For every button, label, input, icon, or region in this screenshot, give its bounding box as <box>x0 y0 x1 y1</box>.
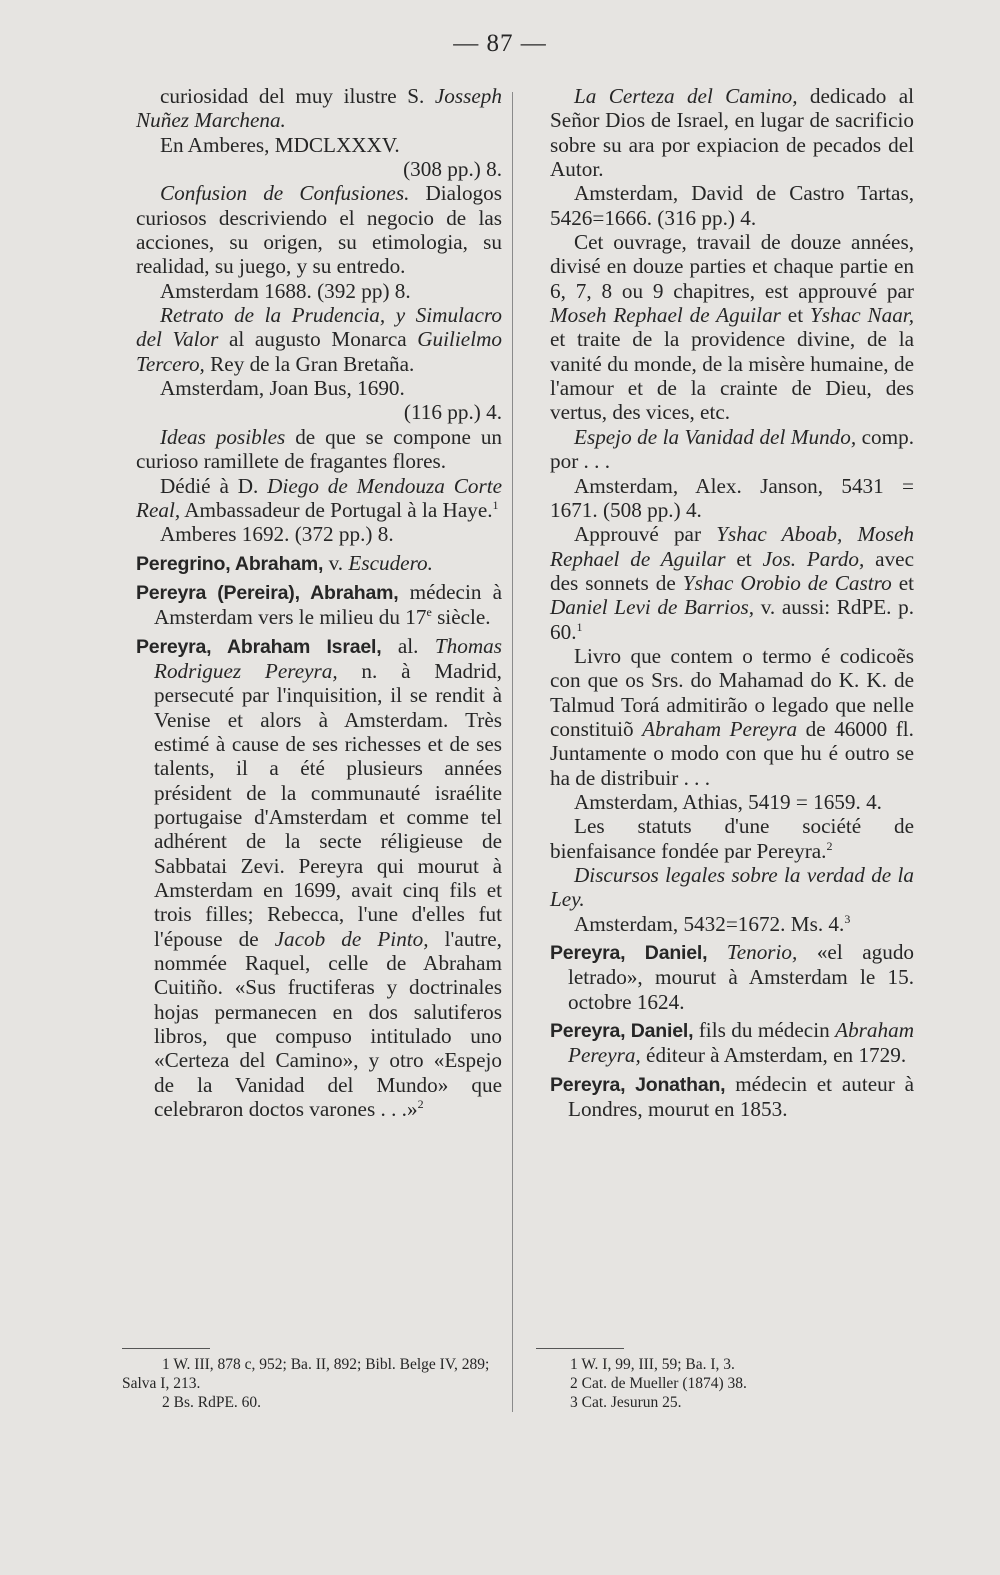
text: v. <box>323 550 349 575</box>
text: n. à Madrid, persecuté par l'inquisition, il se rendit à Venise et alors à Amsterdam. Très estimé à cause de ses richesses et de ses talents, il a été plusieurs années président de la communauté israélite portugaise d'Amsterdam et comme tel adhérent de la secte réligieuse de Sabbatai Zevi. Pereyra qui mourut à Amsterdam en 1699, avait cinq fils et trois filles; Rebecca, l'une d'elles fut l'épouse de <box>154 658 502 951</box>
entry-pereyra-jonathan <box>550 1072 914 1122</box>
paragraph <box>136 474 502 523</box>
text: dedicado al Señor Dios de Israel, en lugar de sacrificio sobre su ara por expiacion de pecados del Autor. <box>550 84 915 182</box>
paragraph <box>550 814 914 863</box>
column-divider <box>512 92 513 1412</box>
text: de 46000 fl. Juntamente o modo con que hu é outro se ha de distribuir . . . <box>550 716 914 790</box>
text: Amsterdam, 5432=1672. Ms. 4. <box>574 911 845 936</box>
entry-peregrino <box>136 551 502 576</box>
italic-name: Thomas Rodriguez Pereyra, <box>154 633 502 683</box>
text: Les statuts d'une société de bienfaisance fondée par Pereyra. <box>550 814 914 863</box>
italic-name: Yshac Orobio de Castro <box>682 570 892 595</box>
text: avec des sonnets de <box>550 546 914 595</box>
entry-pereyra-abraham <box>136 580 502 630</box>
text: Dialogos curiosos descriviendo el negocio de las acciones, su origen, su etimologia, su realidad, su juego, y su entredo. <box>136 181 502 279</box>
page-number: — 87 — <box>453 30 547 57</box>
book-title: Ideas posibles <box>160 424 286 449</box>
entry-heading: Pereyra (Pereira), Abraham, <box>136 581 399 604</box>
text: Cet ouvrage, travail de douze années, divisé en douze parties et chaque partie en 6, 7, 8 ou 9 chapitres, est approuvé par <box>550 230 914 303</box>
footnote-ref: 2 <box>417 1097 424 1112</box>
text: Ambassadeur de Portugal à la Haye. <box>180 497 493 522</box>
italic-name: Diego de Mendouza Corte Real, <box>136 473 502 522</box>
imprint-line: (116 pp.) 4. <box>403 400 502 425</box>
paragraph <box>550 863 914 912</box>
text: Dédié à D. <box>160 473 268 498</box>
entry-pereyra-abraham-israel <box>136 634 502 1122</box>
superscript: e <box>426 605 432 620</box>
italic-name: Josseph Nuñez Marchena. <box>136 84 502 133</box>
italic-name: Yshac Naar, <box>809 303 914 328</box>
paragraph <box>136 181 502 278</box>
book-title: Retrato de la Prudencia, y Simulacro del Valor <box>136 303 502 352</box>
imprint-line: Amsterdam, Alex. Janson, 5431 = 1671. (508 pp.) 4. <box>550 473 914 522</box>
entry-heading: Pereyra, Abraham Israel, <box>136 635 382 658</box>
text: «el agudo letrado», mourut à Amsterdam le 15. octobre 1624. <box>568 940 915 1014</box>
text: curiosidad del muy ilustre S. <box>160 84 425 108</box>
entry-heading: Pereyra, Daniel, <box>550 1020 694 1043</box>
book-title: Discursos legales sobre la verdad de la Ley. <box>550 863 914 912</box>
italic-name: Moseh Rephael de Aguilar <box>550 303 781 328</box>
text: al. <box>381 633 435 658</box>
footnote: 1 W. I, 99, III, 59; Ba. I, 3. <box>570 1356 735 1373</box>
footnote-rule <box>536 1348 624 1349</box>
left-footnotes <box>122 1355 506 1412</box>
footnote-ref: 2 <box>826 838 833 853</box>
text: Livro que contem o termo é codicoẽs con que os Srs. do Mahamad do K. K. de Talmud Torá admitirão o legado que nelle constituiõ <box>550 643 914 741</box>
paragraph <box>550 84 914 181</box>
footnote-ref: 3 <box>844 911 851 926</box>
imprint-line: Amsterdam, David de Castro Tartas, 5426=1666. (316 pp.) 4. <box>550 181 914 230</box>
paragraph <box>136 84 502 133</box>
entry-heading: Pereyra, Daniel, <box>550 942 708 965</box>
italic-name: Yshac Aboab, Moseh Rephael de Aguilar <box>550 522 914 571</box>
right-column <box>550 84 914 1121</box>
italic-name: Jacob de Pinto, <box>274 926 429 951</box>
footnote-ref: 1 <box>492 497 499 512</box>
footnote: 2 Cat. de Mueller (1874) 38. <box>570 1375 747 1392</box>
italic-name: Abraham Pereyra, <box>568 1018 914 1068</box>
text <box>707 940 727 964</box>
entry-pereyra-daniel-tenorio <box>550 940 914 1014</box>
right-footnotes <box>570 1355 900 1412</box>
text: al augusto Monarca <box>218 327 418 352</box>
footnote: 2 Bs. RdPE. 60. <box>162 1394 262 1411</box>
footnote-ref: 1 <box>576 619 583 634</box>
text: et <box>780 303 810 328</box>
footnote: 3 Cat. Jesurun 25. <box>570 1394 682 1411</box>
text: siècle. <box>431 605 491 630</box>
imprint-line: En Amberes, MDCLXXXV. <box>160 132 400 157</box>
text: Rey de la Gran Bretaña. <box>204 351 415 376</box>
text: v. aussi: RdPE. p. 60. <box>550 595 914 644</box>
book-title: Confusion de Confusiones. <box>160 181 410 206</box>
text: comp. por . . . <box>550 424 914 474</box>
text: et <box>891 570 914 595</box>
footnote: 1 W. III, 878 c, 952; Ba. II, 892; Bibl. Belge IV, 289; Salva I, 213. <box>122 1356 490 1392</box>
footnote-rule <box>122 1348 210 1349</box>
italic-name: Tenorio, <box>726 940 798 965</box>
imprint-line: (308 pp.) 8. <box>403 157 502 182</box>
text: fils du médecin <box>693 1018 836 1043</box>
italic-name: Abraham Pereyra <box>642 716 798 741</box>
paragraph <box>136 425 502 474</box>
entry-heading: Pereyra, Jonathan, <box>550 1073 726 1096</box>
paragraph <box>550 644 914 790</box>
imprint-line: Amsterdam, Joan Bus, 1690. <box>160 376 405 401</box>
italic-name: Guilielmo Tercero, <box>136 327 502 376</box>
text: de que se compone un curioso ramillete de fragantes flores. <box>136 424 503 474</box>
imprint-line: Amsterdam, Athias, 5419 = 1659. 4. <box>574 789 882 814</box>
paragraph <box>550 425 914 474</box>
text: et traite de la providence divine, de la vanité du monde, de la misère humaine, de l'amour et de la crainte de Dieu, des vertus, des vices, etc. <box>550 327 914 425</box>
italic-name: Daniel Levi de Barrios, <box>550 595 755 620</box>
paragraph <box>136 303 502 376</box>
paragraph <box>550 230 914 425</box>
book-title: Espejo de la Vanidad del Mundo, <box>574 424 857 449</box>
paragraph <box>550 522 914 644</box>
italic-ref: Escudero. <box>348 550 433 575</box>
imprint-line: Amsterdam 1688. (392 pp) 8. <box>160 278 411 303</box>
imprint-line <box>550 912 914 936</box>
text: et <box>725 546 763 571</box>
text: médecin à Amsterdam vers le milieu du 17 <box>154 579 502 630</box>
text: éditeur à Amsterdam, en 1729. <box>640 1043 907 1068</box>
text: Approuvé par <box>574 522 717 547</box>
text: médecin et auteur à Londres, mourut en 1853. <box>568 1071 914 1122</box>
book-title: La Certeza del Camino, <box>574 84 798 108</box>
italic-name: Jos. Pardo, <box>762 546 865 571</box>
text: l'autre, nommée Raquel, celle de Abraham Cuitiño. «Sus fructiferas y doctrinales hojas permanecen en dos salutiferos libros, que compuso intitulado uno «Certeza del Camino», y otro «Espejo de la Vanidad del Mundo» que celebraron doctos varones . . .» <box>154 926 502 1122</box>
imprint-line: Amberes 1692. (372 pp.) 8. <box>160 522 394 547</box>
left-column <box>136 84 502 1121</box>
entry-heading: Peregrino, Abraham, <box>136 552 324 575</box>
entry-pereyra-daniel <box>550 1018 914 1068</box>
